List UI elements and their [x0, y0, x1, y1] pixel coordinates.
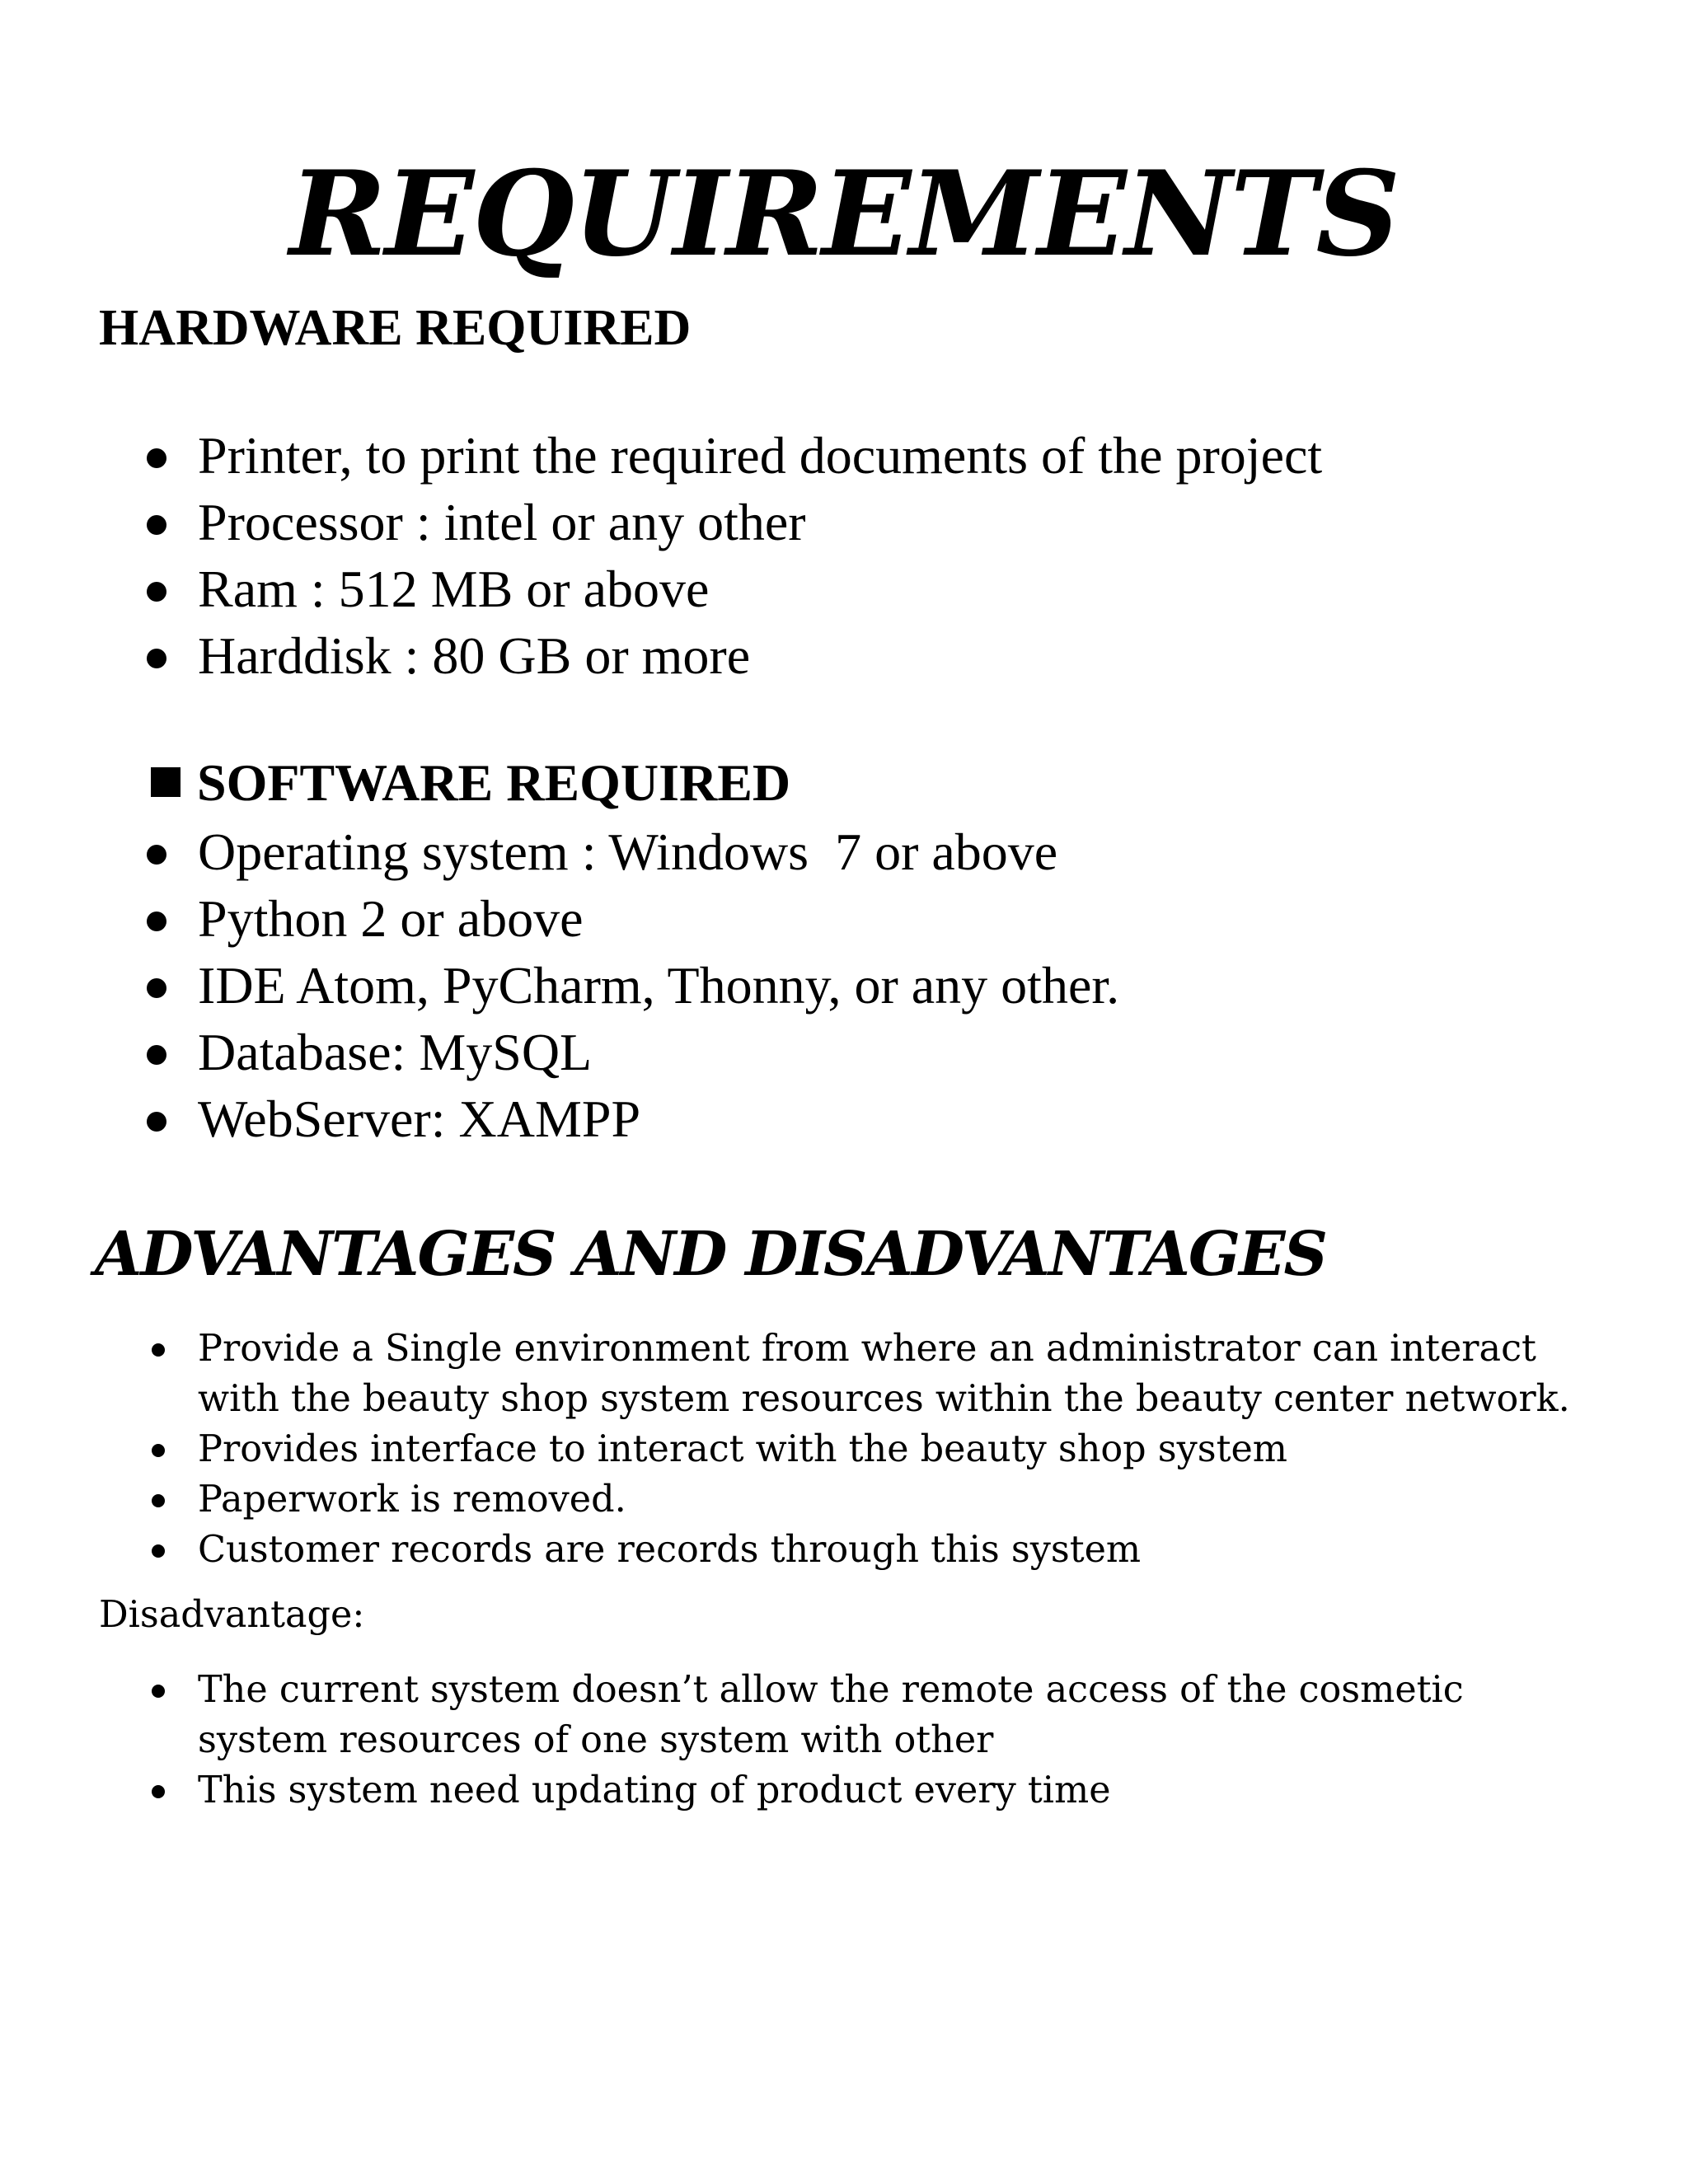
list-item: Python 2 or above	[198, 885, 1119, 952]
advantages-heading: ADVANTAGES AND DISADVANTAGES	[95, 1219, 1326, 1290]
list-item	[198, 1665, 1464, 1765]
list-item: Customer records are records through this system	[198, 1525, 1570, 1575]
list-item: Database: MySQL	[198, 1019, 1119, 1085]
list-item: Harddisk : 80 GB or more	[198, 622, 1322, 689]
list-item: Operating system : Windows 7 or above	[198, 818, 1119, 885]
list-item: Provides interface to interact with the beauty shop system	[198, 1424, 1570, 1474]
advantages-list	[198, 1324, 1570, 1575]
list-item: Ram : 512 MB or above	[198, 555, 1322, 622]
hardware-list	[198, 422, 1322, 689]
page-title: REQUIREMENTS	[289, 146, 1399, 283]
list-item: Paperwork is removed.	[198, 1474, 1570, 1525]
list-item-line: The current system doesn’t allow the remote access of the cosmetic	[198, 1669, 1464, 1711]
software-heading	[151, 750, 790, 816]
list-item: Printer, to print the required documents of the project	[198, 422, 1322, 489]
square-bullet-icon	[151, 767, 181, 797]
hardware-heading: HARDWARE REQUIRED	[99, 300, 692, 356]
list-item: This system need updating of product every time	[198, 1765, 1464, 1816]
list-item: IDE Atom, PyCharm, Thonny, or any other.	[198, 952, 1119, 1019]
software-heading-text: SOFTWARE REQUIRED	[197, 753, 791, 812]
list-item-line: Provide a Single environment from where an administrator can interact	[198, 1328, 1536, 1370]
list-item	[198, 1324, 1570, 1424]
list-item-line: system resources of one system with other	[198, 1719, 994, 1761]
software-list	[198, 818, 1119, 1152]
disadvantages-list	[198, 1665, 1464, 1816]
list-item: Processor : intel or any other	[198, 489, 1322, 555]
list-item-line: with the beauty shop system resources within the beauty center network.	[198, 1378, 1570, 1420]
disadvantage-label: Disadvantage:	[99, 1594, 365, 1636]
list-item: WebServer: XAMPP	[198, 1085, 1119, 1152]
